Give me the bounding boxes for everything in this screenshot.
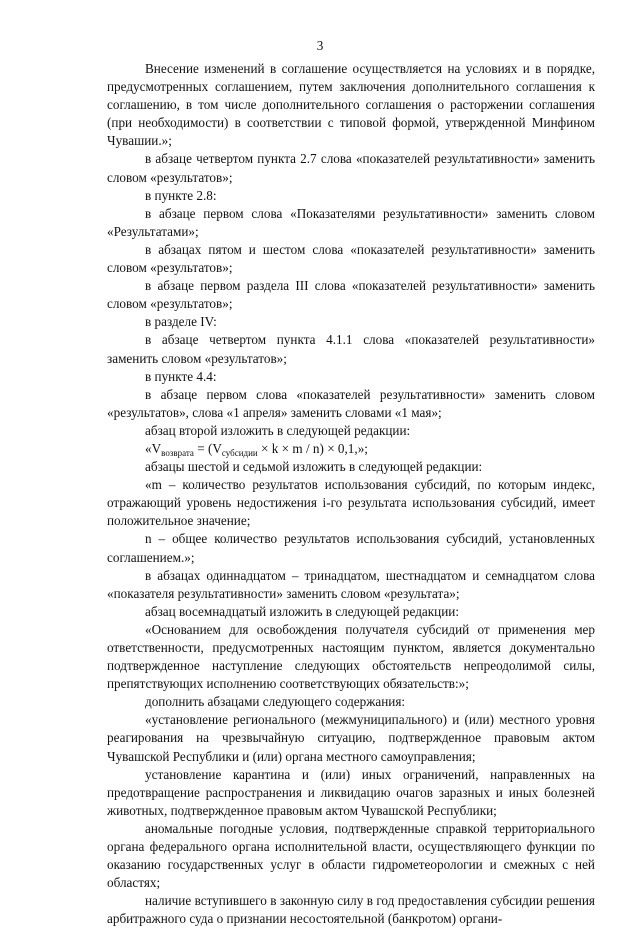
formula-open: «V xyxy=(145,440,162,456)
paragraph: в абзаце четвертом пункта 2.7 слова «показателей результативности» заменить словом «результатов»; xyxy=(107,151,595,185)
paragraph: «установление регионального (межмуниципального) и (или) местного уровня реагирования на чрезвычайную ситуацию, подтвержденное правовым актом Чувашской Республики и (или) органа местного самоуправления; xyxy=(107,712,595,764)
paragraph: n – общее количество результатов использования субсидий, установленных соглашением.»; xyxy=(107,531,595,565)
paragraph: установление карантина и (или) иных ограничений, направленных на предотвращение распространения и ликвидацию очагов заразных и иных болезней животных, подтвержденное правовым актом Чувашской Республики; xyxy=(107,766,595,818)
paragraph: «Основанием для освобождения получателя субсидий от применения мер ответственности, предусмотренных настоящим пунктом, является документально подтвержденное наступление следующих обстоятельств непреодолимой силы, препятствующих исполнению соответствующих обязательств:»; xyxy=(107,621,595,692)
formula-subscript-subsidy: субсидии xyxy=(221,447,258,458)
formula-mid: = (V xyxy=(193,440,222,456)
paragraph: «m – количество результатов использования субсидий, по которым индекс, отражающий уровень недостижения i-го результата использования субсидий, имеет положительное значение; xyxy=(107,477,595,529)
paragraph: абзацы шестой и седьмой изложить в следующей редакции: xyxy=(145,459,483,475)
document-body xyxy=(107,60,595,929)
page-number: 3 xyxy=(316,38,324,53)
paragraph: в абзаце первом слова «Показателями результативности» заменить словом «Результатами»; xyxy=(107,205,595,239)
paragraph: Внесение изменений в соглашение осуществляется на условиях и в порядке, предусмотренных соглашением, путем заключения дополнительного соглашения к соглашению, в том числе дополнительного соглашения о расторжении соглашения (при необходимости) в соответствии с типовой формой, утвержденной Минфином Чувашии.»; xyxy=(107,61,595,149)
paragraph: в абзаце первом слова «показателей результативности» заменить словом «результатов», слова «1 апреля» заменить словами «1 мая»; xyxy=(107,386,595,420)
paragraph: абзац второй изложить в следующей редакции: xyxy=(145,422,411,438)
paragraph: дополнить абзацами следующего содержания: xyxy=(145,694,406,710)
formula-subscript-return: возврата xyxy=(161,447,194,458)
paragraph: в разделе IV: xyxy=(145,314,217,330)
paragraph: в пункте 4.4: xyxy=(145,368,217,384)
formula-rest: × k × m / n) × 0,1,»; xyxy=(257,440,368,456)
paragraph: в абзацах пятом и шестом слова «показателей результативности» заменить словом «результатов»; xyxy=(107,241,595,276)
paragraph: в абзаце четвертом пункта 4.1.1 слова «показателей результативности» заменить словом «результатов»; xyxy=(107,332,595,366)
paragraph: наличие вступившего в законную силу в год предоставления субсидии решения арбитражного суда о признании несостоятельной (банкротом) органи- xyxy=(107,893,595,927)
paragraph: в абзацах одиннадцатом – тринадцатом, шестнадцатом и семнадцатом слова «показателя результативности» заменить словом «результата»; xyxy=(107,567,595,601)
formula-line xyxy=(107,440,595,458)
paragraph: в пункте 2.8: xyxy=(145,187,217,203)
paragraph: абзац восемнадцатый изложить в следующей редакции: xyxy=(145,603,460,619)
paragraph: аномальные погодные условия, подтвержденные справкой территориального органа федерального органа исполнительной власти, осуществляющего функции по оказанию государственных услуг в области гидрометеорологии и смежных с ней областях; xyxy=(107,820,595,891)
paragraph: в абзаце первом раздела III слова «показателей результативности» заменить словом «результатов»; xyxy=(107,278,595,312)
